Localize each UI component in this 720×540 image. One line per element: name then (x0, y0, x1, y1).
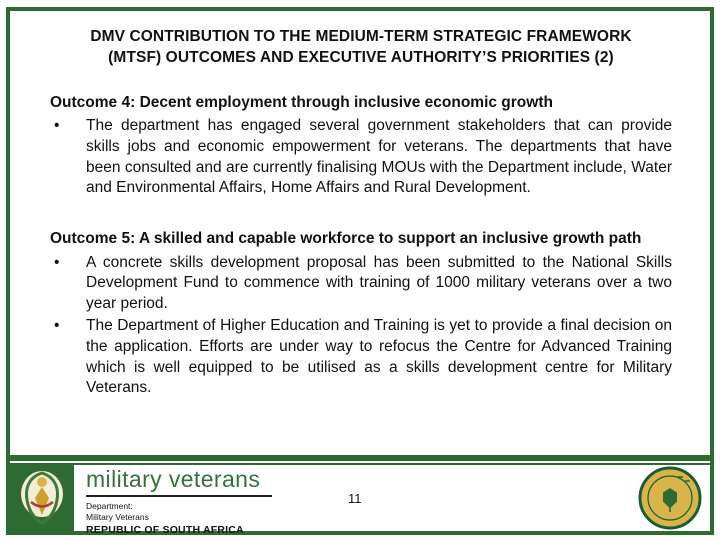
bullet-text: The Department of Higher Education and Training is yet to provide a final decision on the application. Efforts are under way to refocus the Centre for Advanced Training which is well equipped to be utilised as a skills development centre for Military Veterans. (86, 317, 672, 397)
military-veterans-seal-icon (638, 466, 702, 530)
outcome-4-section (50, 93, 672, 199)
list-item (50, 116, 672, 198)
footer-divider (10, 455, 710, 465)
bullet-icon: • (54, 317, 60, 335)
department-label: Department: (86, 501, 133, 511)
outcome-5-section (50, 229, 672, 399)
country-label: REPUBLIC OF SOUTH AFRICA (86, 524, 244, 537)
list-item (50, 253, 672, 315)
bullet-icon: • (54, 117, 60, 135)
department-name: Military Veterans (86, 511, 149, 522)
bullet-icon: • (54, 253, 60, 271)
brand-block (86, 468, 272, 536)
outcome-5-heading: Outcome 5: A skilled and capable workforce to support an inclusive growth path (50, 229, 642, 247)
slide-frame (6, 7, 714, 535)
sa-coat-of-arms-icon (10, 465, 74, 531)
list-item (50, 316, 672, 398)
bullet-text: The department has engaged several government stakeholders that can provide skills jobs and economic empowerment for veterans. The departments that have been consulted and are currently finalising MOUs with the Department include, Water and Environmental Affairs, Home Affairs and Rural Development. (86, 117, 672, 197)
page-number: 11 (348, 491, 362, 506)
footer (10, 465, 710, 537)
slide-content (10, 11, 710, 455)
slide-title: DMV CONTRIBUTION TO THE MEDIUM-TERM STRATEGIC FRAMEWORK (MTSF) OUTCOMES AND EXECUTIVE AUTHORITY’S PRIORITIES (2) (90, 28, 632, 66)
outcome-4-heading: Outcome 4: Decent employment through inclusive economic growth (50, 93, 553, 111)
brand-wordmark: military veterans (86, 468, 272, 497)
bullet-text: A concrete skills development proposal has been submitted to the National Skills Development Fund to commence with training of 1000 military veterans over a two year period. (86, 253, 672, 312)
